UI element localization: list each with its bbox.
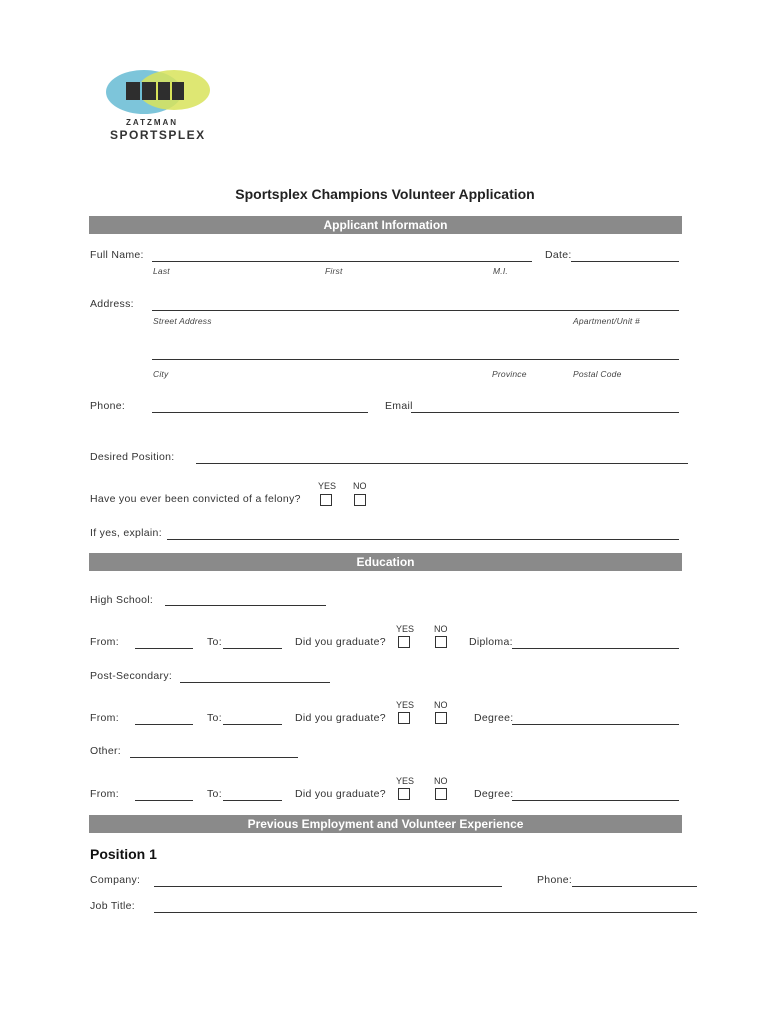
hs-no-checkbox[interactable]	[435, 636, 447, 648]
form-title: Sportsplex Champions Volunteer Application	[235, 186, 535, 202]
desired-position-label: Desired Position:	[90, 451, 175, 463]
ps-to-label: To:	[207, 712, 222, 724]
desired-position-field[interactable]	[196, 463, 688, 464]
postal-caption: Postal Code	[573, 369, 622, 379]
other-graduate-label: Did you graduate?	[295, 788, 386, 800]
ps-graduate-label: Did you graduate?	[295, 712, 386, 724]
ps-degree-label: Degree:	[474, 712, 514, 724]
city-field[interactable]	[152, 359, 679, 360]
hs-yes-checkbox[interactable]	[398, 636, 410, 648]
ps-from-label: From:	[90, 712, 119, 724]
ps-yes-label: YES	[396, 700, 415, 710]
other-to-field[interactable]	[223, 800, 282, 801]
hs-no-label: NO	[434, 624, 448, 634]
ps-no-label: NO	[434, 700, 448, 710]
diploma-label: Diploma:	[469, 636, 513, 648]
section-header-education: Education	[89, 553, 682, 571]
other-to-label: To:	[207, 788, 222, 800]
date-field[interactable]	[571, 261, 679, 262]
employment-phone-label: Phone:	[537, 874, 573, 886]
date-label: Date:	[545, 249, 572, 261]
high-school-field[interactable]	[165, 605, 326, 606]
ps-yes-checkbox[interactable]	[398, 712, 410, 724]
ps-no-checkbox[interactable]	[435, 712, 447, 724]
job-title-field[interactable]	[154, 912, 697, 913]
logo-text-top: ZATZMAN	[126, 118, 179, 127]
hs-graduate-label: Did you graduate?	[295, 636, 386, 648]
employment-phone-field[interactable]	[572, 886, 697, 887]
street-caption: Street Address	[153, 316, 212, 326]
full-name-label: Full Name:	[90, 249, 144, 261]
explain-field[interactable]	[167, 539, 679, 540]
street-address-field[interactable]	[152, 310, 679, 311]
felony-no-label: NO	[353, 481, 367, 491]
other-degree-label: Degree:	[474, 788, 514, 800]
felony-yes-checkbox[interactable]	[320, 494, 332, 506]
hs-from-label: From:	[90, 636, 119, 648]
explain-label: If yes, explain:	[90, 527, 162, 539]
section-header-applicant: Applicant Information	[89, 216, 682, 234]
job-title-label: Job Title:	[90, 900, 136, 912]
other-label: Other:	[90, 745, 121, 757]
last-caption: Last	[153, 266, 170, 276]
position-heading: Position 1	[90, 846, 157, 862]
other-no-checkbox[interactable]	[435, 788, 447, 800]
ps-degree-field[interactable]	[512, 724, 679, 725]
mi-caption: M.I.	[493, 266, 508, 276]
city-caption: City	[153, 369, 169, 379]
felony-yes-label: YES	[318, 481, 337, 491]
province-caption: Province	[492, 369, 527, 379]
address-label: Address:	[90, 298, 134, 310]
first-caption: First	[325, 266, 343, 276]
company-field[interactable]	[154, 886, 502, 887]
company-label: Company:	[90, 874, 141, 886]
diploma-field[interactable]	[512, 648, 679, 649]
post-secondary-field[interactable]	[180, 682, 330, 683]
phone-field[interactable]	[152, 412, 368, 413]
email-label: Email	[385, 400, 413, 412]
hs-to-label: To:	[207, 636, 222, 648]
email-field[interactable]	[411, 412, 679, 413]
other-no-label: NO	[434, 776, 448, 786]
ps-to-field[interactable]	[223, 724, 282, 725]
full-name-field[interactable]	[152, 261, 532, 262]
logo-text-bottom: SPORTSPLEX	[110, 128, 206, 142]
hs-yes-label: YES	[396, 624, 415, 634]
other-degree-field[interactable]	[512, 800, 679, 801]
felony-no-checkbox[interactable]	[354, 494, 366, 506]
hs-to-field[interactable]	[223, 648, 282, 649]
other-from-label: From:	[90, 788, 119, 800]
hs-from-field[interactable]	[135, 648, 193, 649]
felony-question: Have you ever been convicted of a felony?	[90, 493, 301, 505]
high-school-label: High School:	[90, 594, 154, 606]
phone-label: Phone:	[90, 400, 126, 412]
apt-caption: Apartment/Unit #	[573, 316, 640, 326]
other-from-field[interactable]	[135, 800, 193, 801]
ps-from-field[interactable]	[135, 724, 193, 725]
other-field[interactable]	[130, 757, 298, 758]
post-secondary-label: Post-Secondary:	[90, 670, 173, 682]
other-yes-checkbox[interactable]	[398, 788, 410, 800]
logo-mark-icon	[100, 66, 220, 116]
section-header-employment: Previous Employment and Volunteer Experience	[89, 815, 682, 833]
other-yes-label: YES	[396, 776, 415, 786]
logo	[100, 66, 220, 146]
